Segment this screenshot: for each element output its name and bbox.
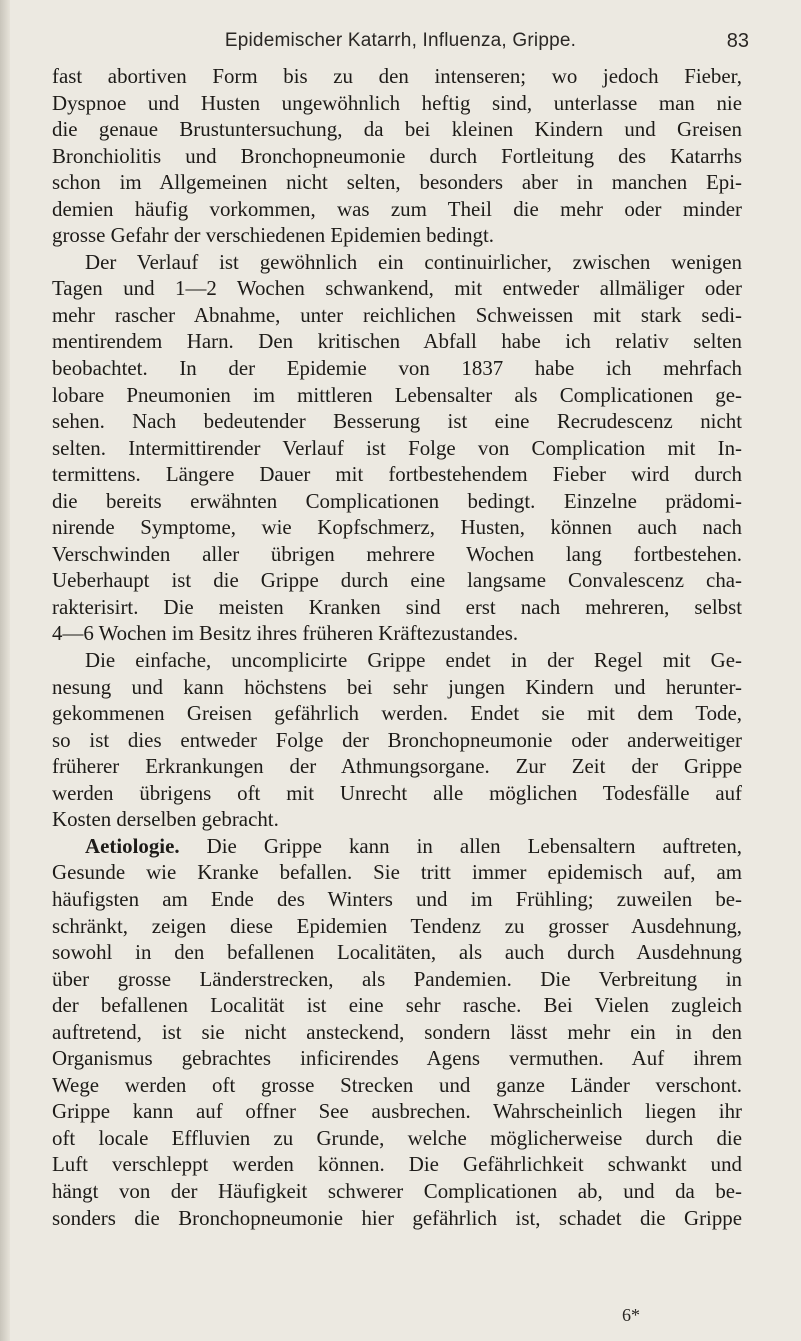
text-line: Kosten derselben gebracht.: [52, 807, 279, 832]
text-line: mehr rascher Abnahme, unter reichlichen Schweissen mit stark sedi-: [52, 302, 742, 327]
text-line: selten. Intermittirender Verlauf ist Folge von Complication mit In-: [52, 435, 742, 460]
text-line: Bronchiolitis und Bronchopneumonie durch Fortleitung des Katarrhs: [52, 143, 742, 168]
page-binding-edge: [0, 0, 10, 1341]
text-line: der befallenen Localität ist eine sehr rasche. Bei Vielen zugleich: [52, 993, 742, 1018]
text-line: Dyspnoe und Husten ungewöhnlich heftig sind, unterlasse man nie: [52, 90, 742, 115]
text-line: mentirendem Harn. Den kritischen Abfall habe ich relativ selten: [52, 329, 742, 354]
text-line: früherer Erkrankungen der Athmungsorgane. Zur Zeit der Grippe: [52, 754, 742, 779]
text-line: Tagen und 1—2 Wochen schwankend, mit entweder allmäliger oder: [52, 276, 742, 301]
text-line: sehen. Nach bedeutender Besserung ist eine Recrudescenz nicht: [52, 409, 742, 434]
text-line: Verschwinden aller übrigen mehrere Wochen lang fortbestehen.: [52, 541, 742, 566]
text-line: termittens. Längere Dauer mit fortbestehendem Fieber wird durch: [52, 462, 742, 487]
text-line: fast abortiven Form bis zu den intenseren; wo jedoch Fieber,: [52, 64, 742, 88]
text-line: die bereits erwähnten Complicationen bedingt. Einzelne prädomi-: [52, 488, 742, 513]
text-line: so ist dies entweder Folge der Bronchopneumonie oder anderweitiger: [52, 727, 742, 752]
section-first-line: [52, 833, 742, 860]
text-line: sowohl in den befallenen Localitäten, als auch durch Ausdehnung: [52, 940, 742, 965]
text-line: Wege werden oft grosse Strecken und ganze Länder verschont.: [52, 1072, 742, 1097]
body-text: [52, 63, 742, 1231]
text-line: häufigsten am Ende des Winters und im Frühling; zuweilen be-: [52, 886, 742, 911]
text-line: hängt von der Häufigkeit schwerer Complicationen ab, und da be-: [52, 1178, 742, 1203]
text-line: die genaue Brustuntersuchung, da bei kleinen Kindern und Greisen: [52, 117, 742, 142]
paragraph-first-line: Die einfache, uncomplicirte Grippe endet in der Regel mit Ge-: [85, 648, 742, 673]
text-line: Grippe kann auf offner See ausbrechen. Wahrscheinlich liegen ihr: [52, 1099, 742, 1124]
page-number: 83: [726, 30, 749, 52]
text-line: lobare Pneumonien im mittleren Lebensalter als Complicationen ge-: [52, 382, 742, 407]
text-line: auftretend, ist sie nicht ansteckend, sondern lässt mehr ein in den: [52, 1019, 742, 1044]
text-line: oft locale Effluvien zu Grunde, welche möglicherweise durch die: [52, 1125, 742, 1150]
text-line: Luft verschleppt werden können. Die Gefährlichkeit schwankt und: [52, 1152, 742, 1177]
text-line: nirende Symptome, wie Kopfschmerz, Husten, können auch nach: [52, 515, 742, 540]
text-line: sonders die Bronchopneumonie hier gefährlich ist, schadet die Grippe: [52, 1205, 742, 1230]
text-line: schon im Allgemeinen nicht selten, besonders aber in manchen Epi-: [52, 170, 742, 195]
text-line: rakterisirt. Die meisten Kranken sind erst nach mehreren, selbst: [52, 594, 742, 619]
text-line: über grosse Länderstrecken, als Pandemien. Die Verbreitung in: [52, 966, 742, 991]
section-heading: Aetiologie.: [85, 833, 180, 858]
text-line: schränkt, zeigen diese Epidemien Tendenz zu grosser Ausdehnung,: [52, 913, 742, 938]
signature-mark: 6*: [622, 1305, 640, 1325]
text-line: Organismus gebrachtes inficirendes Agens vermuthen. Auf ihrem: [52, 1046, 742, 1071]
text-line: beobachtet. In der Epidemie von 1837 habe ich mehrfach: [52, 356, 742, 381]
section-lead-text: Die Grippe kann in allen Lebensaltern auftreten,: [206, 833, 742, 858]
paragraph-first-line: Der Verlauf ist gewöhnlich ein continuirlicher, zwischen wenigen: [85, 249, 742, 274]
text-line: 4—6 Wochen im Besitz ihres früheren Kräftezustandes.: [52, 621, 519, 646]
text-line: nesung und kann höchstens bei sehr jungen Kindern und herunter-: [52, 674, 742, 699]
text-line: werden übrigens oft mit Unrecht alle möglichen Todesfälle auf: [52, 780, 742, 805]
running-title: Epidemischer Katarrh, Influenza, Grippe.: [224, 30, 577, 51]
text-line: gekommenen Greisen gefährlich werden. Endet sie mit dem Tode,: [52, 701, 742, 726]
text-line: Ueberhaupt ist die Grippe durch eine langsame Convalescenz cha-: [52, 568, 742, 593]
text-line: grosse Gefahr der verschiedenen Epidemien bedingt.: [52, 223, 495, 248]
page-header: [52, 30, 749, 60]
text-line: demien häufig vorkommen, was zum Theil die mehr oder minder: [52, 196, 742, 221]
text-line: Gesunde wie Kranke befallen. Sie tritt immer epidemisch auf, am: [52, 860, 742, 885]
